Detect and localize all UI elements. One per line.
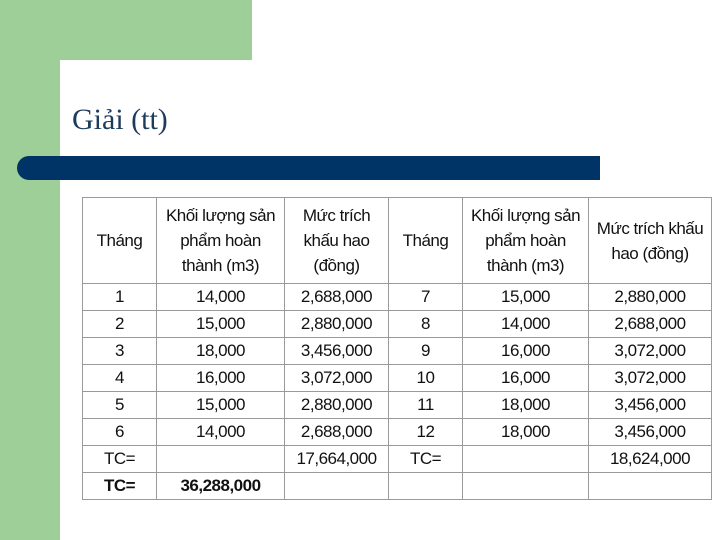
header-depreciation-2: Mức trích khấu hao (đồng): [589, 198, 712, 284]
table-cell: 2,880,000: [285, 392, 389, 419]
table-cell: 2,880,000: [589, 284, 712, 311]
table-cell: 16,000: [463, 365, 589, 392]
table-cell: 9: [389, 338, 463, 365]
table-cell: 14,000: [157, 419, 285, 446]
table-cell: 3,072,000: [285, 365, 389, 392]
table-row: [83, 365, 712, 392]
header-depreciation-1: Mức trích khấu hao (đồng): [285, 198, 389, 284]
table-cell: 14,000: [157, 284, 285, 311]
table-cell: 11: [389, 392, 463, 419]
slide-title: Giải (tt): [72, 103, 168, 136]
table-cell: 3,456,000: [589, 392, 712, 419]
table-cell: [285, 473, 389, 500]
table-row: [83, 338, 712, 365]
table-cell: 3,072,000: [589, 365, 712, 392]
table-cell: 1: [83, 284, 157, 311]
subtotal-label-1: TC=: [83, 446, 157, 473]
table-cell: 15,000: [463, 284, 589, 311]
table-cell: [463, 473, 589, 500]
table-cell: 3: [83, 338, 157, 365]
table-row: [83, 419, 712, 446]
table-row: [83, 284, 712, 311]
table-cell: 18,000: [157, 338, 285, 365]
table-cell: [589, 473, 712, 500]
total-row: [83, 473, 712, 500]
header-volume-1: Khối lượng sản phẩm hoàn thành (m3): [157, 198, 285, 284]
table-cell: 3,456,000: [589, 419, 712, 446]
table-row: [83, 392, 712, 419]
header-month-2: Tháng: [389, 198, 463, 284]
table-cell: [463, 446, 589, 473]
depreciation-table: [82, 197, 712, 500]
table-cell: 3,072,000: [589, 338, 712, 365]
total-value: 36,288,000: [157, 473, 285, 500]
table-cell: 2,880,000: [285, 311, 389, 338]
table-cell: 16,000: [463, 338, 589, 365]
table-cell: 10: [389, 365, 463, 392]
total-label: TC=: [83, 473, 157, 500]
subtotal-value-1: 17,664,000: [285, 446, 389, 473]
table-cell: [157, 446, 285, 473]
table-cell: 2,688,000: [285, 419, 389, 446]
table-cell: 2,688,000: [589, 311, 712, 338]
table-cell: 15,000: [157, 392, 285, 419]
table-header-row: [83, 198, 712, 284]
table-cell: 18,000: [463, 392, 589, 419]
table-cell: [389, 473, 463, 500]
table-cell: 16,000: [157, 365, 285, 392]
title-underline-bar: [17, 156, 600, 180]
table-cell: 12: [389, 419, 463, 446]
table-cell: 8: [389, 311, 463, 338]
table-cell: 6: [83, 419, 157, 446]
table-cell: 7: [389, 284, 463, 311]
table-cell: 3,456,000: [285, 338, 389, 365]
table-cell: 2: [83, 311, 157, 338]
header-month-1: Tháng: [83, 198, 157, 284]
table-cell: 4: [83, 365, 157, 392]
subtotal-row: [83, 446, 712, 473]
header-volume-2: Khối lượng sản phẩm hoàn thành (m3): [463, 198, 589, 284]
table-cell: 15,000: [157, 311, 285, 338]
table-row: [83, 311, 712, 338]
subtotal-label-2: TC=: [389, 446, 463, 473]
table-cell: 5: [83, 392, 157, 419]
table-cell: 2,688,000: [285, 284, 389, 311]
table-cell: 14,000: [463, 311, 589, 338]
decor-green-left: [0, 0, 60, 540]
table-cell: 18,000: [463, 419, 589, 446]
subtotal-value-2: 18,624,000: [589, 446, 712, 473]
